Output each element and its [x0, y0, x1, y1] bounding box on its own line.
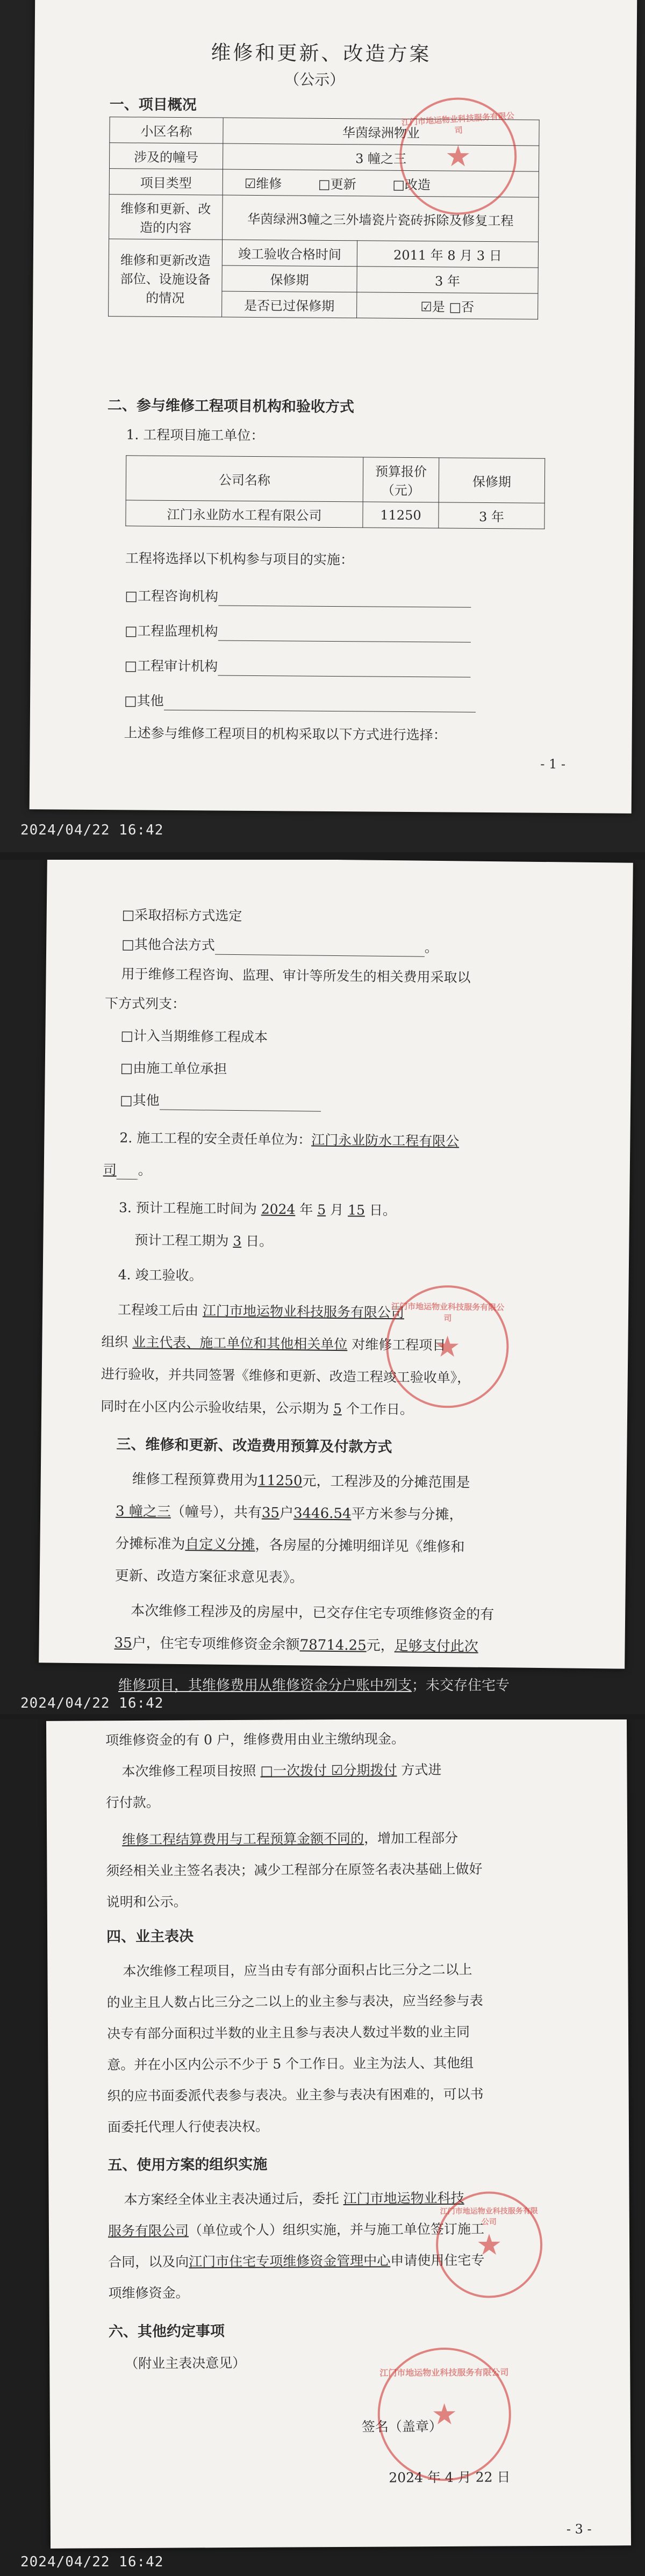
- table-row: 是否已过保修期 ☑是 □否: [109, 291, 538, 320]
- company-seal: 江门市地运物业科技服务有限公司 ★: [399, 97, 517, 215]
- text-line: 用于维修工程咨询、监理、审计等所发生的相关费用采取以: [121, 966, 471, 985]
- photo-timestamp: 2024/04/22 16:42: [20, 822, 164, 838]
- option-bidding: □采取招标方式选定: [121, 906, 242, 924]
- org-consulting: □工程咨询机构: [125, 587, 471, 607]
- section-heading-4: 四、业主表决: [106, 1928, 194, 1946]
- option-contractor: □由施工单位承担: [120, 1060, 227, 1077]
- table-row: 小区名称 华茵绿洲物业: [110, 117, 539, 146]
- photo-timestamp: 2024/04/22 16:42: [20, 2554, 164, 2570]
- text-line: 的业主且人数占比三分之二以上的业主参与表决，应当经参与表: [106, 1992, 483, 2011]
- option-update: □更新: [318, 176, 356, 192]
- text-line: 决专有部分面积过半数的业主且参与表决人数过半数的业主同: [106, 2024, 470, 2042]
- text-line: 更新、改造方案征求意见表》。: [114, 1567, 304, 1586]
- safety-unit-line: 2. 施工工程的安全责任单位为：江门永业防水工程有限公: [119, 1129, 460, 1149]
- option-other: □其他: [120, 1091, 321, 1112]
- text-line: 司 。: [103, 1161, 152, 1179]
- text-line: 服务有限公司（单位或个人）组织实施，并与施工单位签订施工: [108, 2221, 485, 2239]
- star-icon: ★: [476, 2227, 503, 2262]
- table-row: 维修和更新、改造的内容 华茵绿洲3幢之三外墙瓷片瓷砖拆除及修复工程: [109, 195, 539, 242]
- text-line: 须经相关业主签名表决；减少工程部分在原签名表决基础上做好: [106, 1861, 483, 1879]
- star-icon: ★: [445, 139, 471, 174]
- section-heading-6: 六、其他约定事项: [108, 2323, 225, 2341]
- text-line: 行付款。: [105, 1794, 160, 1811]
- company-seal: 江门市地运物业科技服务有限公司 ★: [436, 2191, 543, 2298]
- section-heading-2: 二、参与维修工程项目机构和验收方式: [107, 397, 355, 416]
- page-number: - 1 -: [540, 756, 566, 772]
- org-audit: □工程审计机构: [124, 657, 470, 677]
- page-number: - 3 -: [566, 2521, 592, 2537]
- text-line: 组织 业主代表、施工单位和其他相关单位 对维修工程项目: [101, 1334, 446, 1354]
- acceptance-line: 工程竣工后由 江门市地运物业科技服务有限公司: [117, 1301, 405, 1321]
- text-line: 4. 竣工验收。: [118, 1267, 203, 1284]
- document-page-2: [39, 860, 633, 1669]
- section-heading-1: 一、项目概况: [109, 96, 197, 114]
- text-line: 分摊标准为自定义分摊，各房屋的分摊明细详见《维修和: [115, 1535, 465, 1556]
- text-line: 同时在小区内公示验收结果，公示期为 5 个工作日。: [101, 1398, 414, 1417]
- company-seal: 江门市地运物业科技服务有限公司 ★: [385, 1285, 509, 1408]
- text-line: （附业主表决意见）: [125, 2355, 246, 2372]
- star-icon: ★: [434, 1329, 461, 1364]
- text-line: 项维修资金。: [108, 2285, 189, 2301]
- choose-text: 工程将选择以下机构参与项目的实施：: [125, 550, 354, 568]
- photo-page-3: [0, 1719, 645, 2576]
- text-line: 进行验收，并共同签署《维修和更新、改造工程竣工验收单》，: [101, 1366, 471, 1386]
- document-page-3: [46, 1719, 631, 2549]
- text-line: 下方式列支：: [104, 995, 186, 1012]
- text-line: 本次维修工程涉及的房屋中，已交存住宅专项维修资金的有: [131, 1603, 494, 1623]
- text-line: 维修工程结算费用与工程预算金额不同的，增加工程部分: [122, 1830, 458, 1848]
- text-line: 本方案经全体业主表决通过后，委托 江门市地运物业科技: [124, 2190, 464, 2208]
- payment-method-line: 本次维修工程项目按照 □一次拨付 ☑分期拨付 方式进: [121, 1761, 442, 1780]
- text-line: 说明和公示。: [106, 1894, 187, 1910]
- section-heading-5: 五、使用方案的组织实施: [108, 2156, 268, 2174]
- sign-date: 2024 年 4 月 22 日: [389, 2469, 511, 2486]
- text-line: 3 幢之三（幢号），共有35户3446.54平方米参与分摊，: [115, 1503, 463, 1523]
- unit-title: 1. 工程项目施工单位：: [126, 427, 264, 444]
- duration-line: 预计工程工期为 3 日。: [134, 1232, 273, 1249]
- text-line: 维修项目，其维修费用从维修资金分户账中列支；未交存住宅专: [118, 1678, 510, 1694]
- text-line: 意。并在小区内公示不少于 5 个工作日。业主为法人、其他组: [107, 2055, 474, 2073]
- construction-time-line: 3. 预计工程施工时间为 2024 年 5 月 15 日。: [118, 1199, 397, 1219]
- photo-timestamp: 2024/04/22 16:42: [20, 1695, 164, 1711]
- option-renovate: □改造: [392, 177, 431, 193]
- company-seal: 江门市地运物业科技服务有限公司 ★: [377, 2347, 511, 2481]
- table-row: 保修期 3 年: [109, 265, 538, 294]
- signature-label: 签名（盖章）: [361, 2418, 442, 2435]
- document-title: 维修和更新、改造方案: [211, 41, 432, 66]
- table-row: 涉及的幢号 3 幢之三: [110, 143, 539, 172]
- org-supervision: □工程监理机构: [125, 622, 471, 642]
- text-line: 合同，以及向江门市住宅专项维修资金管理中心申请使用住宅专: [108, 2252, 485, 2270]
- org-other: □其他: [124, 692, 476, 712]
- text-line: 维修工程预算费用为11250元，工程涉及的分摊范围是: [132, 1471, 470, 1491]
- text-line: 面委托代理人行使表决权。: [107, 2118, 269, 2135]
- document-page-1: [30, 0, 637, 814]
- construction-unit-table: [125, 455, 545, 529]
- text-line: 35户，住宅专项维修资金余额78714.25元，足够支付此次: [114, 1635, 478, 1655]
- text-line: 织的应书面委派代表参与表决。业主参与表决有困难的，可以书: [107, 2086, 484, 2104]
- photo-page-1: [0, 0, 645, 852]
- text-line: 本次维修工程项目，应当由专有部分面积占比三分之二以上: [123, 1961, 472, 1980]
- option-repair: ☑维修: [244, 176, 282, 192]
- option-other-legal: □其他合法方式 。: [121, 936, 438, 957]
- selection-method-text: 上述参与维修工程项目的机构采取以下方式进行选择：: [124, 725, 447, 743]
- document-subtitle: （公示）: [284, 70, 345, 89]
- table-row: 江门永业防水工程有限公司 11250 3 年: [126, 500, 544, 529]
- photo-page-2: [0, 860, 645, 1714]
- table-row: 维修和更新改造部位、设施设备的情况 竣工验收合格时间 2011 年 8 月 3 日: [109, 239, 538, 268]
- section-heading-3: 三、维修和更新、改造费用预算及付款方式: [116, 1436, 392, 1456]
- option-cost: □计入当期维修工程成本: [120, 1027, 268, 1045]
- text-line: 项维修资金的有 0 户，维修费用由业主缴纳现金。: [105, 1731, 405, 1748]
- star-icon: ★: [431, 2397, 458, 2431]
- table-row: 项目类型 ☑维修 □更新 □改造: [109, 169, 539, 198]
- table-row: 公司名称 预算报价（元） 保修期: [126, 456, 545, 503]
